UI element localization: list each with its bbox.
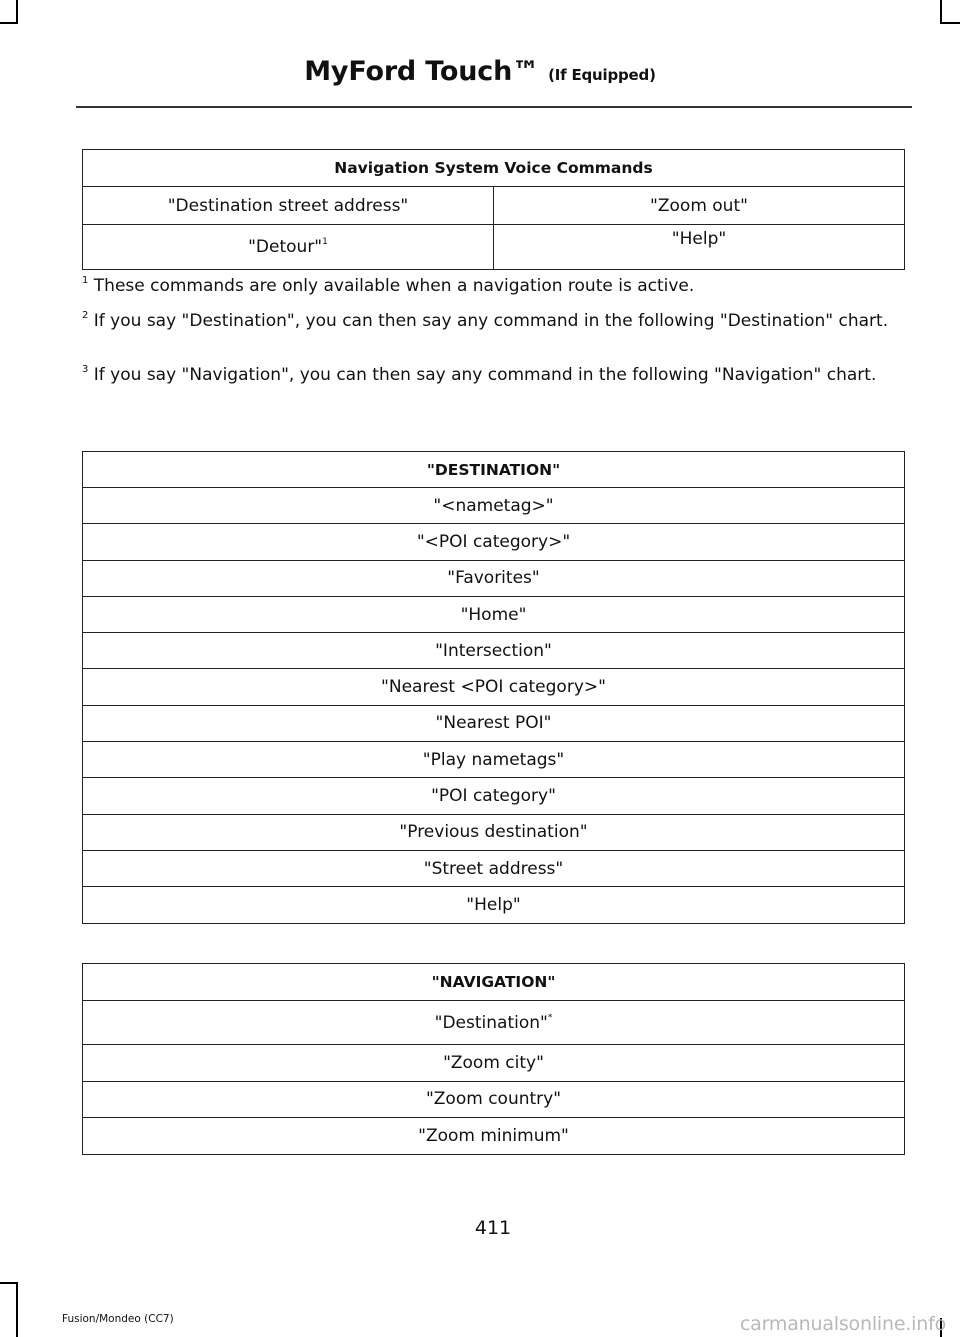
table-title: "DESTINATION"	[83, 452, 905, 488]
table-header-row	[83, 452, 905, 488]
crop-mark	[940, 0, 942, 24]
table-cell: "Favorites"	[83, 560, 905, 596]
table-cell: "Street address"	[83, 850, 905, 886]
table-row	[83, 1045, 905, 1082]
footnote	[82, 363, 912, 387]
table-cell: "<POI category>"	[83, 524, 905, 560]
table-row	[83, 633, 905, 669]
table-cell: "Intersection"	[83, 633, 905, 669]
table-row	[83, 742, 905, 778]
destination-table	[82, 451, 905, 924]
table-row	[83, 488, 905, 524]
table-cell: "Previous destination"	[83, 814, 905, 850]
footnote-text: If you say "Destination", you can then say any command in the following "Destination" chart.	[93, 311, 889, 331]
footnote-number: 1	[82, 275, 89, 286]
page-number: 411	[474, 1217, 512, 1239]
table-row	[83, 1118, 905, 1155]
table-row	[83, 225, 905, 270]
table-cell: "Zoom out"	[494, 187, 905, 225]
footnote-text: These commands are only available when a navigation route is active.	[93, 276, 695, 296]
table-row	[83, 814, 905, 850]
table-row	[83, 669, 905, 705]
table-row	[83, 705, 905, 741]
table-row	[83, 524, 905, 560]
header-divider	[76, 106, 912, 108]
table-row	[83, 778, 905, 814]
crop-mark	[0, 1282, 18, 1284]
header-title-text: MyFord Touch™	[304, 56, 539, 87]
table-cell: "Help"	[494, 225, 905, 270]
crop-mark	[0, 22, 18, 24]
table-cell: "<nametag>"	[83, 488, 905, 524]
footer-model-text: Fusion/Mondeo (CC7)	[62, 1313, 174, 1325]
table-cell	[83, 1001, 905, 1045]
footnote	[82, 309, 912, 333]
table-row	[83, 596, 905, 632]
table-cell: "Zoom country"	[83, 1081, 905, 1118]
table-row	[83, 560, 905, 596]
destination-command-text: "Destination"	[434, 1012, 548, 1033]
table-row	[83, 1001, 905, 1045]
footnote-ref: *	[547, 1012, 553, 1023]
table-cell: "POI category"	[83, 778, 905, 814]
header-subtitle: (If Equipped)	[548, 66, 656, 84]
table-row	[83, 187, 905, 225]
table-cell: "Play nametags"	[83, 742, 905, 778]
table-row	[83, 850, 905, 886]
table-cell: "Zoom city"	[83, 1045, 905, 1082]
table-cell: "Home"	[83, 596, 905, 632]
voice-commands-table	[82, 149, 905, 270]
table-cell: "Help"	[83, 887, 905, 923]
detour-text: "Detour"	[248, 237, 323, 257]
page-header-title	[0, 56, 960, 87]
crop-mark	[16, 0, 18, 24]
table-header-row	[83, 150, 905, 187]
table-cell: "Zoom minimum"	[83, 1118, 905, 1155]
table-header-row	[83, 964, 905, 1001]
navigation-table	[82, 963, 905, 1155]
table-title: Navigation System Voice Commands	[83, 150, 905, 187]
table-title: "NAVIGATION"	[83, 964, 905, 1001]
footnote-number: 2	[82, 310, 89, 321]
footnote-text: If you say "Navigation", you can then say any command in the following "Navigation" chart.	[93, 365, 877, 385]
footnote-ref: 1	[322, 237, 328, 247]
table-cell: "Nearest <POI category>"	[83, 669, 905, 705]
footnote	[82, 274, 912, 298]
crop-mark	[940, 22, 960, 24]
table-cell: "Nearest POI"	[83, 705, 905, 741]
table-row	[83, 1081, 905, 1118]
footnote-number: 3	[82, 364, 89, 375]
table-cell	[83, 225, 494, 270]
table-row	[83, 887, 905, 923]
watermark: carmanualsonline.info	[739, 1313, 946, 1335]
table-cell: "Destination street address"	[83, 187, 494, 225]
crop-mark	[16, 1282, 18, 1337]
